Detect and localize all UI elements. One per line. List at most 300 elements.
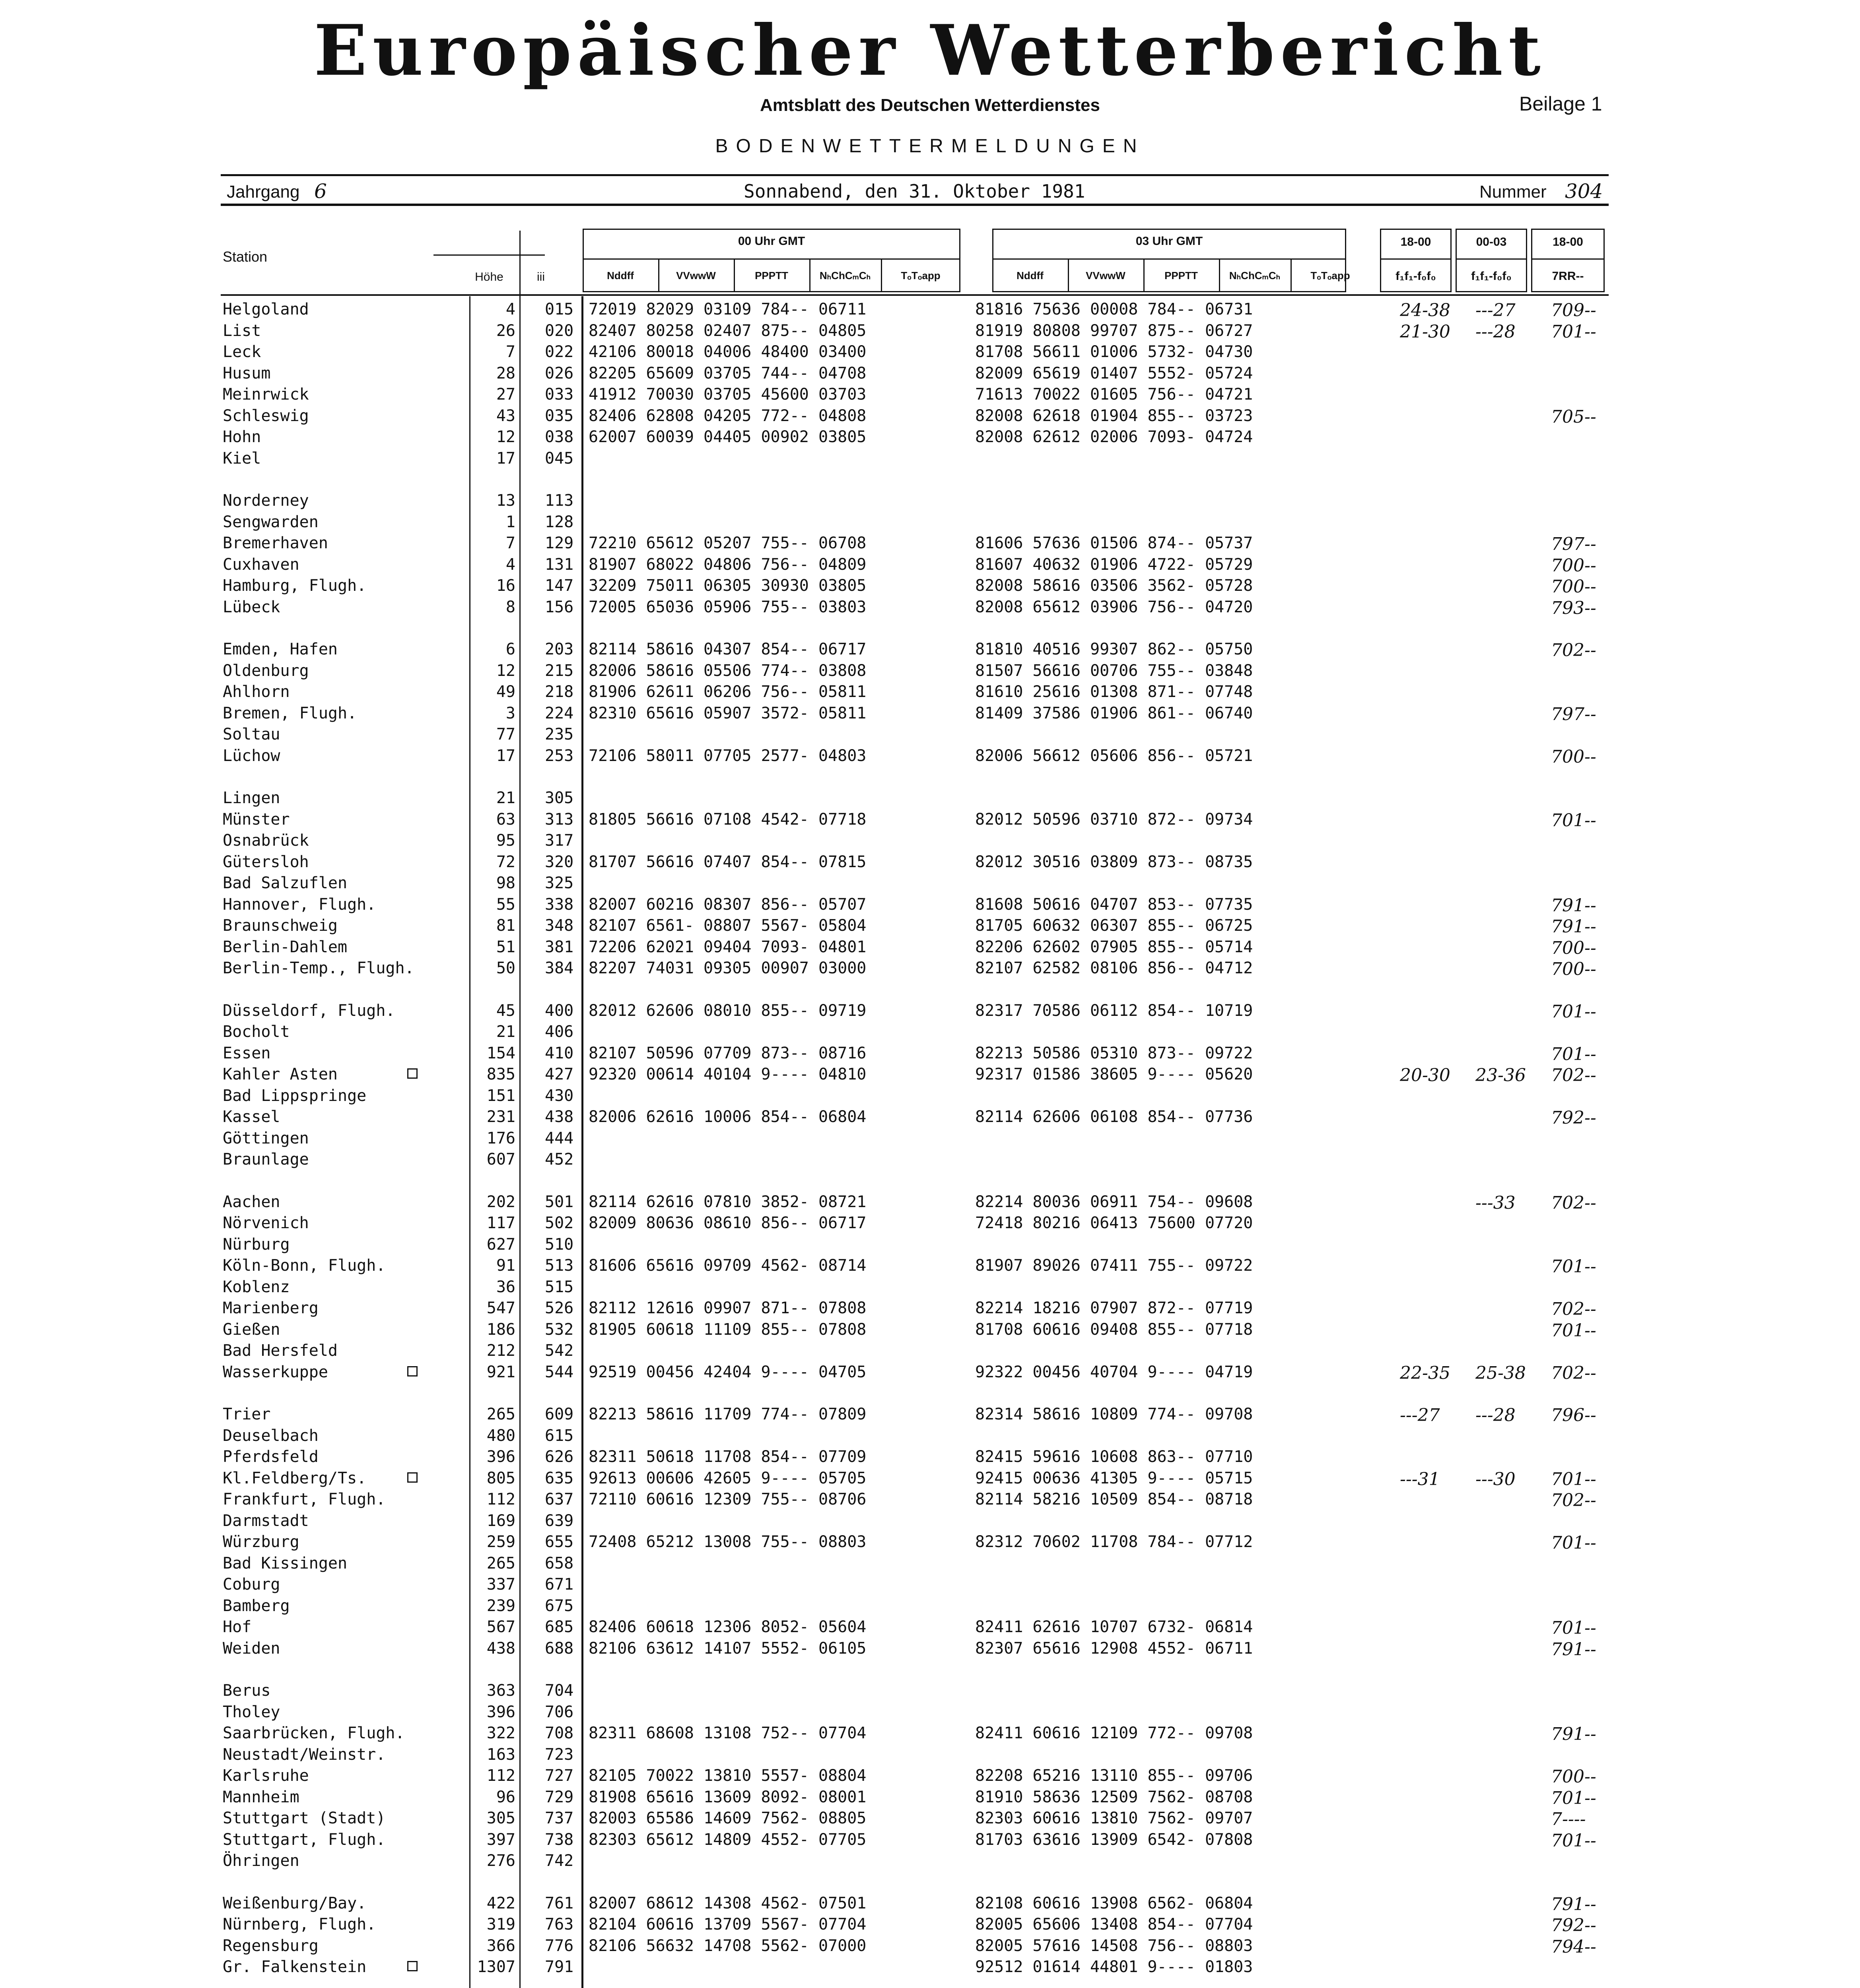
obs-00-groups: 82012 62606 08010 855-- 09719	[589, 1002, 867, 1020]
station-number: 235	[545, 725, 574, 744]
station-name: Leck	[223, 343, 261, 361]
station-number: 128	[545, 513, 574, 531]
obs-00-groups: 82106 56632 14708 5562- 07000	[589, 1937, 867, 1955]
obs-00-groups: 82007 60216 08307 856-- 05707	[589, 895, 867, 914]
station-height: 567	[486, 1618, 515, 1636]
station-height: 49	[496, 683, 515, 701]
station-height: 305	[486, 1809, 515, 1827]
station-height: 337	[486, 1575, 515, 1594]
station-name: Koblenz	[223, 1278, 290, 1296]
station-height: 7	[505, 534, 515, 552]
obs-03-groups: 82312 70602 11708 784-- 07712	[975, 1533, 1253, 1551]
column-separator	[1219, 259, 1220, 292]
station-number: 738	[545, 1831, 574, 1849]
gust-00-03: ---27	[1475, 300, 1516, 320]
station-number: 791	[545, 1958, 574, 1976]
obs-03-groups: 92322 00456 40704 9---- 04719	[975, 1363, 1253, 1381]
station-name: Darmstadt	[223, 1512, 309, 1530]
station-name: Lübeck	[223, 598, 280, 616]
precip-18-00: 701--	[1551, 810, 1596, 831]
station-name: Nürnberg, Flugh.	[223, 1915, 376, 1934]
station-name: Köln-Bonn, Flugh.	[223, 1256, 386, 1275]
nummer-label: Nummer	[1479, 182, 1547, 202]
station-height: 202	[486, 1193, 515, 1211]
station-height: 55	[496, 895, 515, 914]
obs-00-groups: 82006 62616 10006 854-- 06804	[589, 1108, 867, 1126]
obs-00-groups: 82205 65609 03705 744-- 04708	[589, 364, 867, 382]
station-header: Station	[223, 248, 268, 265]
station-name: Frankfurt, Flugh.	[223, 1490, 386, 1508]
precip-18-00: 702--	[1551, 640, 1596, 660]
station-height: 396	[486, 1703, 515, 1721]
obs-03-groups: 82005 57616 14508 756-- 08803	[975, 1937, 1253, 1955]
station-name: Soltau	[223, 725, 280, 744]
station-height: 422	[486, 1894, 515, 1912]
obs-03-groups: 82307 65616 12908 4552- 06711	[975, 1639, 1253, 1658]
station-name: Bad Hersfeld	[223, 1342, 338, 1360]
mountain-station-square-icon	[407, 1068, 418, 1079]
station-name: Bocholt	[223, 1023, 290, 1041]
station-name: Norderney	[223, 491, 309, 510]
obs-03-groups: 81810 40516 99307 862-- 05750	[975, 640, 1253, 658]
precip-18-00: 792--	[1551, 1108, 1596, 1128]
station-name: Karlsruhe	[223, 1767, 309, 1785]
station-name: Göttingen	[223, 1129, 309, 1147]
group-00-divider	[583, 258, 960, 260]
station-height: 1	[505, 513, 515, 531]
obs-00-groups: 81907 68022 04806 756-- 04809	[589, 555, 867, 574]
precip-18-00: 702--	[1551, 1299, 1596, 1319]
obs-03-groups: 82214 18216 07907 872-- 07719	[975, 1299, 1253, 1317]
obs-03-groups: 82012 30516 03809 873-- 08735	[975, 853, 1253, 871]
station-number: 637	[545, 1490, 574, 1508]
gust-18-00: ---27	[1400, 1405, 1440, 1425]
station-height: 397	[486, 1831, 515, 1849]
column-header-00-1: VVwwW	[676, 270, 716, 282]
column-header-00-3: NₕChCₘCₕ	[819, 270, 871, 282]
mountain-station-square-icon	[407, 1472, 418, 1483]
hoehe-column-rule	[519, 231, 521, 1988]
station-height: 231	[486, 1108, 515, 1126]
precip-18-00: 701--	[1551, 1002, 1596, 1022]
gust-18-00: 24-38	[1400, 300, 1450, 320]
extra-1-bottom: f₁f₁-f₀f₀	[1395, 270, 1436, 283]
obs-00-groups: 82107 6561- 08807 5567- 05804	[589, 916, 867, 935]
obs-03-groups: 81606 57636 01506 874-- 05737	[975, 534, 1253, 552]
station-name: Lüchow	[223, 747, 280, 765]
extra-3-top: 18-00	[1553, 235, 1583, 248]
obs-00-groups: 72106 58011 07705 2577- 04803	[589, 747, 867, 765]
obs-03-groups: 81708 56611 01006 5732- 04730	[975, 343, 1253, 361]
station-number: 384	[545, 959, 574, 977]
station-height: 921	[486, 1363, 515, 1381]
station-name: Gütersloh	[223, 853, 309, 871]
station-height: 259	[486, 1533, 515, 1551]
precip-18-00: 797--	[1551, 704, 1596, 724]
column-header-00-0: Nddff	[607, 270, 634, 282]
station-height: 6	[505, 640, 515, 658]
station-number: 706	[545, 1703, 574, 1721]
station-number: 410	[545, 1044, 574, 1062]
station-name: Würzburg	[223, 1533, 299, 1551]
station-height: 212	[486, 1342, 515, 1360]
station-height: 45	[496, 1002, 515, 1020]
station-height: 151	[486, 1087, 515, 1105]
obs-00-groups: 82303 65612 14809 4552- 07705	[589, 1831, 867, 1849]
precip-18-00: 701--	[1551, 322, 1596, 342]
obs-03-groups: 81705 60632 06307 855-- 06725	[975, 916, 1253, 935]
obs-03-groups: 82008 65612 03906 756-- 04720	[975, 598, 1253, 616]
obs-03-groups: 82415 59616 10608 863-- 07710	[975, 1448, 1253, 1466]
station-number: 532	[545, 1320, 574, 1339]
station-name: Cuxhaven	[223, 555, 299, 574]
obs-03-groups: 82411 62616 10707 6732- 06814	[975, 1618, 1253, 1636]
station-height: 112	[486, 1490, 515, 1508]
station-name: Kiel	[223, 449, 261, 468]
obs-00-groups: 72206 62021 09404 7093- 04801	[589, 938, 867, 956]
column-separator	[734, 259, 735, 292]
station-number: 381	[545, 938, 574, 956]
station-number: 430	[545, 1087, 574, 1105]
obs-00-groups: 82114 62616 07810 3852- 08721	[589, 1193, 867, 1211]
station-number: 675	[545, 1597, 574, 1615]
station-height: 21	[496, 1023, 515, 1041]
station-number: 325	[545, 874, 574, 892]
obs-03-groups: 82009 65619 01407 5552- 05724	[975, 364, 1253, 382]
station-height: 17	[496, 449, 515, 468]
obs-00-groups: 82213 58616 11709 774-- 07809	[589, 1405, 867, 1423]
obs-00-groups: 81805 56616 07108 4542- 07718	[589, 810, 867, 829]
section-title: BODENWETTERMELDUNGEN	[715, 136, 1145, 157]
station-name: Mannheim	[223, 1788, 299, 1806]
precip-18-00: 701--	[1551, 1618, 1596, 1638]
precip-18-00: 700--	[1551, 747, 1596, 767]
station-name: Berlin-Dahlem	[223, 938, 348, 956]
station-height: 51	[496, 938, 515, 956]
station-height: 4	[505, 555, 515, 574]
station-name: Gießen	[223, 1320, 280, 1339]
precip-18-00: 700--	[1551, 555, 1596, 576]
station-height: 27	[496, 385, 515, 404]
column-separator	[1068, 259, 1069, 292]
obs-03-groups: 82317 70586 06112 854-- 10719	[975, 1002, 1253, 1020]
obs-00-groups: 82406 62808 04205 772-- 04808	[589, 407, 867, 425]
station-name: Kassel	[223, 1108, 280, 1126]
obs-03-groups: 72418 80216 06413 75600 07720	[975, 1214, 1253, 1232]
station-height: 21	[496, 789, 515, 807]
obs-03-groups: 81703 63616 13909 6542- 07808	[975, 1831, 1253, 1849]
station-number: 776	[545, 1937, 574, 1955]
station-number: 515	[545, 1278, 574, 1296]
precip-18-00: 701--	[1551, 1320, 1596, 1341]
obs-03-groups: 82006 56612 05606 856-- 05721	[975, 747, 1253, 765]
obs-03-groups: 92317 01586 38605 9---- 05620	[975, 1065, 1253, 1083]
obs-00-groups: 62007 60039 04405 00902 03805	[589, 428, 867, 446]
extra-2-bottom: f₁f₁-f₀f₀	[1471, 270, 1512, 283]
obs-00-groups: 82105 70022 13810 5557- 08804	[589, 1767, 867, 1785]
extra-3-bottom: 7RR--	[1552, 270, 1584, 283]
obs-00-groups: 82104 60616 13709 5567- 07704	[589, 1915, 867, 1934]
station-height: 13	[496, 491, 515, 510]
station-name: Regensburg	[223, 1937, 319, 1955]
obs-03-groups: 82114 58216 10509 854-- 08718	[975, 1490, 1253, 1508]
station-height: 363	[486, 1681, 515, 1700]
mountain-station-square-icon	[407, 1961, 418, 1971]
station-name: Husum	[223, 364, 271, 382]
station-name: Münster	[223, 810, 290, 829]
obs-03-groups: 82213 50586 05310 873-- 09722	[975, 1044, 1253, 1062]
mountain-station-square-icon	[407, 1366, 418, 1376]
obs-03-groups: 92512 01614 44801 9---- 01803	[975, 1958, 1253, 1976]
station-number: 609	[545, 1405, 574, 1423]
gust-00-03: ---28	[1475, 322, 1516, 342]
station-name: Hamburg, Flugh.	[223, 577, 367, 595]
station-name: Coburg	[223, 1575, 280, 1594]
station-name: Meinrwick	[223, 385, 309, 404]
obs-03-groups: 81919 80808 99707 875-- 06727	[975, 322, 1253, 340]
gust-00-03: ---28	[1475, 1405, 1516, 1425]
station-height: 480	[486, 1427, 515, 1445]
obs-03-groups: 82012 50596 03710 872-- 09734	[975, 810, 1253, 829]
obs-03-groups: 82303 60616 13810 7562- 09707	[975, 1809, 1253, 1827]
column-separator	[1291, 259, 1292, 292]
station-number: 626	[545, 1448, 574, 1466]
obs-00-groups: 82114 58616 04307 854-- 06717	[589, 640, 867, 658]
station-name: Saarbrücken, Flugh.	[223, 1724, 405, 1742]
station-name: Osnabrück	[223, 831, 309, 850]
precip-18-00: 791--	[1551, 1894, 1596, 1914]
station-number: 218	[545, 683, 574, 701]
obs-00-groups: 92519 00456 42404 9---- 04705	[589, 1363, 867, 1381]
precip-18-00: 702--	[1551, 1490, 1596, 1510]
precip-18-00: 791--	[1551, 1639, 1596, 1660]
precip-18-00: 702--	[1551, 1065, 1596, 1085]
station-number: 020	[545, 322, 574, 340]
gust-00-03: ---33	[1475, 1193, 1516, 1213]
station-name: Weißenburg/Bay.	[223, 1894, 367, 1912]
gust-00-03: 23-36	[1475, 1065, 1526, 1085]
obs-00-groups: 42106 80018 04006 48400 03400	[589, 343, 867, 361]
iii-header: iii	[537, 270, 545, 283]
extra-2-divider	[1456, 258, 1527, 260]
page-title: Europäischer Wetterbericht	[314, 10, 1546, 91]
table-header-rule	[221, 294, 1609, 296]
station-number: 635	[545, 1469, 574, 1487]
obs-03-groups: 82214 80036 06911 754-- 09608	[975, 1193, 1253, 1211]
station-height: 7	[505, 343, 515, 361]
column-header-03-1: VVwwW	[1086, 270, 1125, 282]
station-name: Lingen	[223, 789, 280, 807]
precip-18-00: 701--	[1551, 1044, 1596, 1064]
top-rule	[221, 174, 1609, 176]
column-header-03-2: PPPTT	[1164, 270, 1198, 282]
station-height: 36	[496, 1278, 515, 1296]
station-name: Hof	[223, 1618, 252, 1636]
station-number: 688	[545, 1639, 574, 1658]
station-height: 12	[496, 662, 515, 680]
station-number: 026	[545, 364, 574, 382]
obs-03-groups: 92415 00636 41305 9---- 05715	[975, 1469, 1253, 1487]
obs-00-groups: 82007 68612 14308 4562- 07501	[589, 1894, 867, 1912]
gust-00-03: ---30	[1475, 1469, 1516, 1489]
station-height: 28	[496, 364, 515, 382]
extra-1-top: 18-00	[1400, 235, 1431, 248]
station-height: 17	[496, 747, 515, 765]
station-number: 510	[545, 1235, 574, 1254]
extra-3-divider	[1531, 258, 1605, 260]
obs-03-groups: 81610 25616 01308 871-- 07748	[975, 683, 1253, 701]
column-separator	[881, 259, 882, 292]
jahrgang-label: Jahrgang	[227, 182, 300, 202]
station-height: 26	[496, 322, 515, 340]
station-height: 438	[486, 1639, 515, 1658]
hoehe-header: Höhe	[475, 270, 503, 283]
gust-18-00: 21-30	[1400, 322, 1450, 342]
precip-18-00: 7----	[1551, 1809, 1586, 1829]
column-header-00-2: PPPTT	[755, 270, 788, 282]
station-number: 671	[545, 1575, 574, 1594]
station-height: 1307	[477, 1958, 515, 1976]
station-height: 265	[486, 1554, 515, 1573]
station-height: 81	[496, 916, 515, 935]
station-number: 406	[545, 1023, 574, 1041]
station-height: 366	[486, 1937, 515, 1955]
station-height: 95	[496, 831, 515, 850]
station-height: 3	[505, 704, 515, 722]
station-number: 685	[545, 1618, 574, 1636]
station-name: Kahler Asten	[223, 1065, 338, 1083]
obs-00-groups: 81606 65616 09709 4562- 08714	[589, 1256, 867, 1275]
station-height: 176	[486, 1129, 515, 1147]
station-number: 763	[545, 1915, 574, 1934]
station-number: 658	[545, 1554, 574, 1573]
station-number: 317	[545, 831, 574, 850]
station-name: Kl.Feldberg/Ts.	[223, 1469, 367, 1487]
precip-18-00: 792--	[1551, 1915, 1596, 1936]
obs-00-groups: 82106 63612 14107 5552- 06105	[589, 1639, 867, 1658]
precip-18-00: 705--	[1551, 407, 1596, 427]
station-height: 265	[486, 1405, 515, 1423]
obs-03-groups: 82108 60616 13908 6562- 06804	[975, 1894, 1253, 1912]
gust-00-03: 25-38	[1475, 1363, 1526, 1383]
station-height: 96	[496, 1788, 515, 1806]
station-number: 033	[545, 385, 574, 404]
obs-00-groups: 72210 65612 05207 755-- 06708	[589, 534, 867, 552]
obs-03-groups: 81907 89026 07411 755-- 09722	[975, 1256, 1253, 1275]
obs-03-groups: 82005 65606 13408 854-- 07704	[975, 1915, 1253, 1934]
obs-03-groups: 82208 65216 13110 855-- 09706	[975, 1767, 1253, 1785]
station-name: Weiden	[223, 1639, 280, 1658]
obs-03-groups: 82107 62582 08106 856-- 04712	[975, 959, 1253, 977]
extra-1-divider	[1380, 258, 1452, 260]
station-number: 742	[545, 1852, 574, 1870]
obs-00-groups: 72408 65212 13008 755-- 08803	[589, 1533, 867, 1551]
iii-column-rule	[581, 296, 583, 1988]
station-number: 639	[545, 1512, 574, 1530]
station-name: Bremerhaven	[223, 534, 328, 552]
station-name: Sengwarden	[223, 513, 319, 531]
station-number: 113	[545, 491, 574, 510]
precip-18-00: 796--	[1551, 1405, 1596, 1425]
precip-18-00: 794--	[1551, 1937, 1596, 1957]
precip-18-00: 700--	[1551, 938, 1596, 958]
station-height: 835	[486, 1065, 515, 1083]
column-header-03-0: Nddff	[1016, 270, 1044, 282]
obs-00-groups: 32209 75011 06305 30930 03805	[589, 577, 867, 595]
extra-2-top: 00-03	[1476, 235, 1507, 248]
precip-18-00: 701--	[1551, 1469, 1596, 1489]
obs-03-groups: 82411 60616 12109 772-- 09708	[975, 1724, 1253, 1742]
station-number: 708	[545, 1724, 574, 1742]
obs-00-groups: 81905 60618 11109 855-- 07808	[589, 1320, 867, 1339]
obs-00-groups: 82406 60618 12306 8052- 05604	[589, 1618, 867, 1636]
station-name: Stuttgart (Stadt)	[223, 1809, 386, 1827]
station-number: 129	[545, 534, 574, 552]
obs-03-groups: 71613 70022 01605 756-- 04721	[975, 385, 1253, 404]
station-number: 723	[545, 1745, 574, 1764]
station-name: Bad Lippspringe	[223, 1087, 367, 1105]
precip-18-00: 797--	[1551, 534, 1596, 554]
station-number: 156	[545, 598, 574, 616]
column-header-00-4: TₒTₒapp	[901, 270, 941, 282]
station-name: Bamberg	[223, 1597, 290, 1615]
station-name: Pferdsfeld	[223, 1448, 319, 1466]
obs-03-groups: 81708 60616 09408 855-- 07718	[975, 1320, 1253, 1339]
obs-03-groups: 82314 58616 10809 774-- 09708	[975, 1405, 1253, 1423]
station-height: 72	[496, 853, 515, 871]
station-number: 737	[545, 1809, 574, 1827]
obs-00-groups: 41912 70030 03705 45600 03703	[589, 385, 867, 404]
gust-18-00: ---31	[1400, 1469, 1440, 1489]
station-name: Aachen	[223, 1193, 280, 1211]
station-height: 43	[496, 407, 515, 425]
obs-03-groups: 82008 62618 01904 855-- 03723	[975, 407, 1253, 425]
station-name: Helgoland	[223, 300, 309, 318]
precip-18-00: 702--	[1551, 1193, 1596, 1213]
station-name: Neustadt/Weinstr.	[223, 1745, 386, 1764]
obs-00-groups: 82107 50596 07709 873-- 08716	[589, 1044, 867, 1062]
precip-18-00: 701--	[1551, 1256, 1596, 1277]
issue-date: Sonnabend, den 31. Oktober 1981	[744, 181, 1085, 202]
station-height: 50	[496, 959, 515, 977]
station-height: 16	[496, 577, 515, 595]
station-name: Bad Kissingen	[223, 1554, 348, 1573]
station-name: Berus	[223, 1681, 271, 1700]
station-number: 015	[545, 300, 574, 318]
precip-18-00: 701--	[1551, 1788, 1596, 1808]
station-name: Bad Salzuflen	[223, 874, 348, 892]
obs-00-groups: 82207 74031 09305 00907 03000	[589, 959, 867, 977]
station-name: Marienberg	[223, 1299, 319, 1317]
station-number: 348	[545, 916, 574, 935]
header-rule	[221, 204, 1609, 206]
column-separator	[1143, 259, 1145, 292]
station-height: 186	[486, 1320, 515, 1339]
station-number: 022	[545, 343, 574, 361]
station-name: Stuttgart, Flugh.	[223, 1831, 386, 1849]
station-number: 320	[545, 853, 574, 871]
obs-00-groups: 82112 12616 09907 871-- 07808	[589, 1299, 867, 1317]
precip-18-00: 791--	[1551, 1724, 1596, 1744]
precip-18-00: 709--	[1551, 300, 1596, 320]
station-height: 63	[496, 810, 515, 829]
station-height: 805	[486, 1469, 515, 1487]
station-number: 035	[545, 407, 574, 425]
station-height: 91	[496, 1256, 515, 1275]
obs-00-groups: 82407 80258 02407 875-- 04805	[589, 322, 867, 340]
station-number: 438	[545, 1108, 574, 1126]
station-height: 627	[486, 1235, 515, 1254]
